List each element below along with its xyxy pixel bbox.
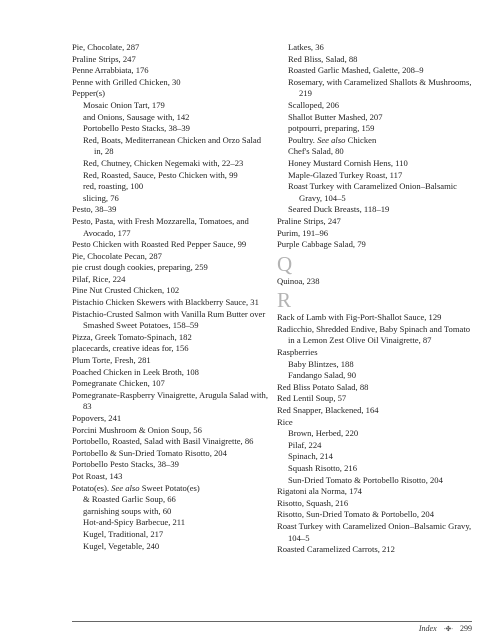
index-entry: Porcini Mushroom & Onion Soup, 56 [72,424,202,435]
index-entry: Pepper(s) [72,88,105,99]
page-footer [419,624,472,634]
index-subentry: Latkes, 36 [288,42,324,52]
index-subentry: Rosemary, with Caramelized Shallots & Mushrooms, 219 [288,76,472,99]
see-also-text: See also [111,482,140,493]
index-subentry: Fandango Salad, 90 [288,370,357,381]
index-entry: Roasted Caramelized Carrots, 212 [277,544,395,555]
index-entry: Plum Torte, Fresh, 281 [72,355,151,366]
index-subentry: Portobello Pesto Stacks, 38–39 [83,123,190,134]
index-entry: Rack of Lamb with Fig-Port-Shallot Sauce, 129 [277,312,442,323]
index-letter-heading: R [277,288,292,313]
index-entry: Poached Chicken in Leek Broth, 108 [72,366,199,377]
index-subentry: Honey Mustard Cornish Hens, 110 [288,157,408,168]
index-subentry: Pilaf, 224 [288,439,322,450]
index-entry: Pesto, Pasta, with Fresh Mozzarella, Tomatoes, and Avocado, 177 [72,215,249,238]
index-subentry: Hot-and-Spicy Barbecue, 211 [83,517,186,528]
index-subentry: Roast Turkey with Caramelized Onion–Balsamic Gravy, 104–5 [288,181,457,203]
index-entry: Raspberries [277,347,318,358]
index-entry: Radicchio, Shredded Endive, Baby Spinach and Tomato in a Lemon Zest Olive Oil Vinaigrette, 87 [277,323,471,346]
index-subentry: Red Bliss, Salad, 88 [288,53,358,64]
entry-text: Potato(es). [72,482,109,493]
index-entry: Portobello, Roasted, Salad with Basil Vinaigrette, 86 [72,436,254,447]
index-subentry: slicing, 76 [83,192,119,203]
index-subentry: Seared Duck Breasts, 118–19 [288,204,390,215]
index-subentry: Red, Boats, Mediterranean Chicken and Orzo Salad in, 28 [83,134,262,157]
index-entry: Purim, 191–96 [277,227,329,238]
index-subentry: & Roasted Garlic Soup, 66 [83,494,176,505]
index-entry: Red Lentil Soup, 57 [277,393,347,404]
page-number: 299 [460,624,472,633]
index-entry: Pomegranate-Raspberry Vinaigrette, Arugula Salad with, 83 [72,389,268,412]
index-entry: Red Bliss Potato Salad, 88 [277,381,369,392]
index-entry: Pie, Chocolate, 287 [72,42,140,52]
index-entry: Popovers, 241 [72,413,122,423]
index-entry: Quinoa, 238 [277,275,320,286]
index-entry: Pine Nut Crusted Chicken, 102 [72,285,180,296]
index-entry: Pot Roast, 143 [72,470,123,481]
index-letter-heading: Q [277,251,293,276]
footer-rule [72,621,472,622]
index-subentry: potpourri, preparing, 159 [288,123,375,134]
index-subentry: Chef's Salad, 80 [288,146,344,157]
index-subentry: Red, Chutney, Chicken Negemaki with, 22–23 [83,157,244,168]
index-entry: pie crust dough cookies, preparing, 259 [72,262,208,273]
index-subentry: Mosaic Onion Tart, 179 [83,99,165,110]
index-subentry: Spinach, 214 [288,451,333,462]
index-subentry: Maple-Glazed Turkey Roast, 117 [288,169,403,180]
footer-section-label: Index [418,624,437,633]
entry-text: Poultry. [288,134,315,145]
index-entry: Pilaf, Rice, 224 [72,273,126,284]
index-entry: placecards, creative ideas for, 156 [72,343,189,354]
index-entry: Pie, Chocolate Pecan, 287 [72,250,162,261]
index-entry: Portobello & Sun-Dried Tomato Risotto, 204 [72,447,227,458]
see-also-target: Sweet Potato(es) [141,482,200,493]
index-entry: Rigatoni ala Norma, 174 [277,486,362,497]
index-entry: Pistachio-Crusted Salmon with Vanilla Rum Butter over Smashed Sweet Potatoes, 158–59 [72,308,266,331]
index-subentry: Sun-Dried Tomato & Portobello Risotto, 204 [288,474,443,485]
index-subentry: Red, Roasted, Sauce, Pesto Chicken with, 99 [83,169,238,180]
index-entry [72,483,268,495]
index-column-right [277,42,473,556]
index-subentry [277,135,473,147]
index-entry: Risotto, Squash, 216 [277,497,349,508]
index-column-left [72,42,268,552]
index-entry: Pesto Chicken with Roasted Red Pepper Sauce, 99 [72,239,247,250]
index-entry: Pizza, Greek Tomato-Spinach, 182 [72,331,192,342]
index-subentry: Kugel, Traditional, 217 [83,528,164,539]
index-subentry: Squash Risotto, 216 [288,463,357,473]
index-entry: Pistachio Chicken Skewers with Blackberry Sauce, 31 [72,297,259,308]
index-entry: Pomegranate Chicken, 107 [72,378,165,389]
index-entry: Pesto, 38–39 [72,204,117,215]
index-entry: Purple Cabbage Salad, 79 [277,239,366,250]
index-subentry: garnishing soups with, 60 [83,505,172,516]
index-subentry: Roasted Garlic Mashed, Galette, 208–9 [288,65,424,76]
index-entry: Portobello Pesto Stacks, 38–39 [72,459,179,470]
index-subentry: Brown, Herbed, 220 [288,428,359,439]
footer-ornament: ∙✤∙ [443,625,453,633]
index-entry: Red Snapper, Blackened, 164 [277,405,379,416]
index-subentry: Baby Blintzes, 188 [288,358,354,369]
index-entry: Praline Strips, 247 [277,215,341,226]
index-entry: Roast Turkey with Caramelized Onion–Balsamic Gravy, 104–5 [277,520,472,543]
index-subentry: red, roasting, 100 [83,181,144,192]
index-subentry: and Onions, Sausage with, 142 [83,111,190,122]
index-entry: Penne with Grilled Chicken, 30 [72,76,181,87]
see-also-target: Chicken [347,134,377,145]
index-subentry: Kugel, Vegetable, 240 [83,540,160,551]
index-entry: Risotto, Sun-Dried Tomato & Portobello, 204 [277,509,435,520]
index-entry: Rice [277,416,293,427]
see-also-text: See also [317,134,346,145]
index-subentry: Scalloped, 206 [288,99,340,110]
index-entry: Praline Strips, 247 [72,53,136,64]
index-entry: Penne Arrabbiata, 176 [72,65,149,76]
index-subentry: Shallot Butter Mashed, 207 [288,111,383,122]
